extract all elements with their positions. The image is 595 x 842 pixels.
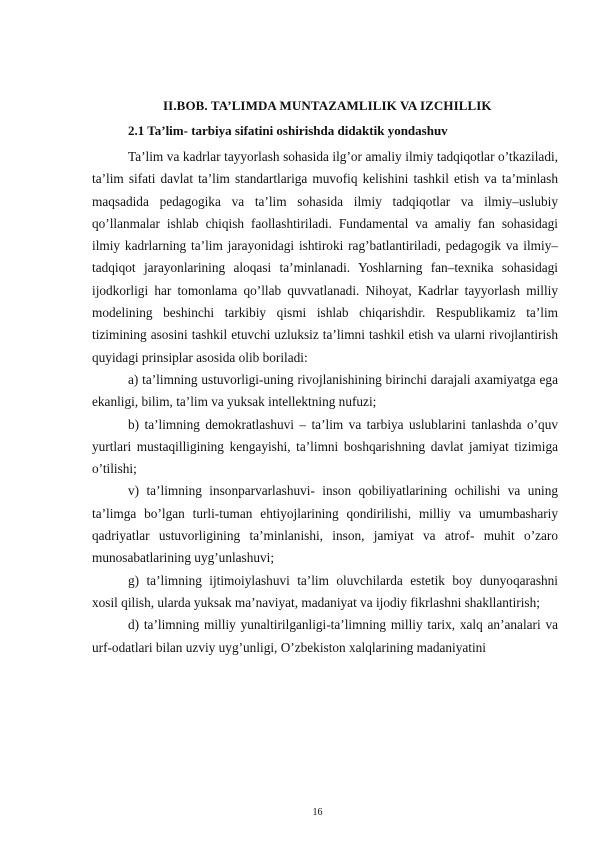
- page-number: 16: [312, 807, 323, 818]
- paragraph: d) ta’limning milliy yunaltirilganligi-ta’limning milliy tarix, xalq an’analari va urf-odatlari bilan uzviy uyg’unligi, O’zbekiston xalqlarining madaniyatini: [92, 617, 558, 655]
- chapter-title: II.BOB. TA’LIMDA MUNTAZAMLILIK VA IZCHILLIK: [163, 98, 492, 113]
- paragraph: v) ta’limning insonparvarlashuvi- inson qobiliyatlarining ochilishi va uning ta’limga bo’lgan turli-tuman ehtiyojlarining qondirilishi, milliy va umumbashariy qadriyatlar ustuvorligining ta’minlanishi, inson, jamiyat va atrof- muhit o’zaro munosabatlarining uyg’unlashuvi;: [92, 483, 558, 566]
- body-text: [92, 146, 558, 659]
- paragraph: b) ta’limning demokratlashuvi – ta’lim va tarbiya uslublarini tanlashda o’quv yurtlari mustaqilligining kengayishi, ta’limni boshqarishning davlat jamiyat tizimiga o’tilishi;: [92, 416, 558, 477]
- paragraph: a) ta’limning ustuvorligi-uning rivojlanishining birinchi darajali axamiyatga ega ekanligi, bilim, ta’lim va yuksak intellektning nufuzi;: [92, 371, 558, 410]
- section-title: 2.1 Ta’lim- tarbiya sifatini oshirishda didaktik yondashuv: [128, 123, 448, 138]
- paragraph: g) ta’limning ijtimoiylashuvi ta’lim oluvchilarda estetik boy dunyoqarashni xosil qilish, ularda yuksak ma’naviyat, madaniyat va ijodiy fikrlashni shakllantirish;: [92, 572, 558, 610]
- paragraph: Ta’lim va kadrlar tayyorlash sohasida ilg’or amaliy ilmiy tadqiqotlar o’tkaziladi, ta’lim sifati davlat ta’lim standartlariga muvofiq kelishini tashkil etish va ta’minlash maqsadida pedagogika va ta’lim sohasida ilmiy tadqiqotlar va ilmiy–uslubiy qo’llanmalar ishlab chiqish faollashtiriladi. Fundamental va amaliy fan sohasidagi ilmiy kadrlarning ta’lim jarayonidagi ishtiroki rag’batlantiriladi, pedagogik va ilmiy–tadqiqot jarayonlarining aloqasi ta’minlanadi. Yoshlarning fan–texnika sohasidagi ijodkorligi har tomonlama qo’llab quvvatlanadi. Nihoyat, Kadrlar tayyorlash milliy modelining beshinchi tarkibiy qismi ishlab chiqarishdir. Respublikamiz ta’lim tizimining asosini tashkil etuvchi uzluksiz ta’limni tashkil etish va ularni rivojlantirish quyidagi prinsiplar asosida olib boriladi:: [92, 149, 558, 365]
